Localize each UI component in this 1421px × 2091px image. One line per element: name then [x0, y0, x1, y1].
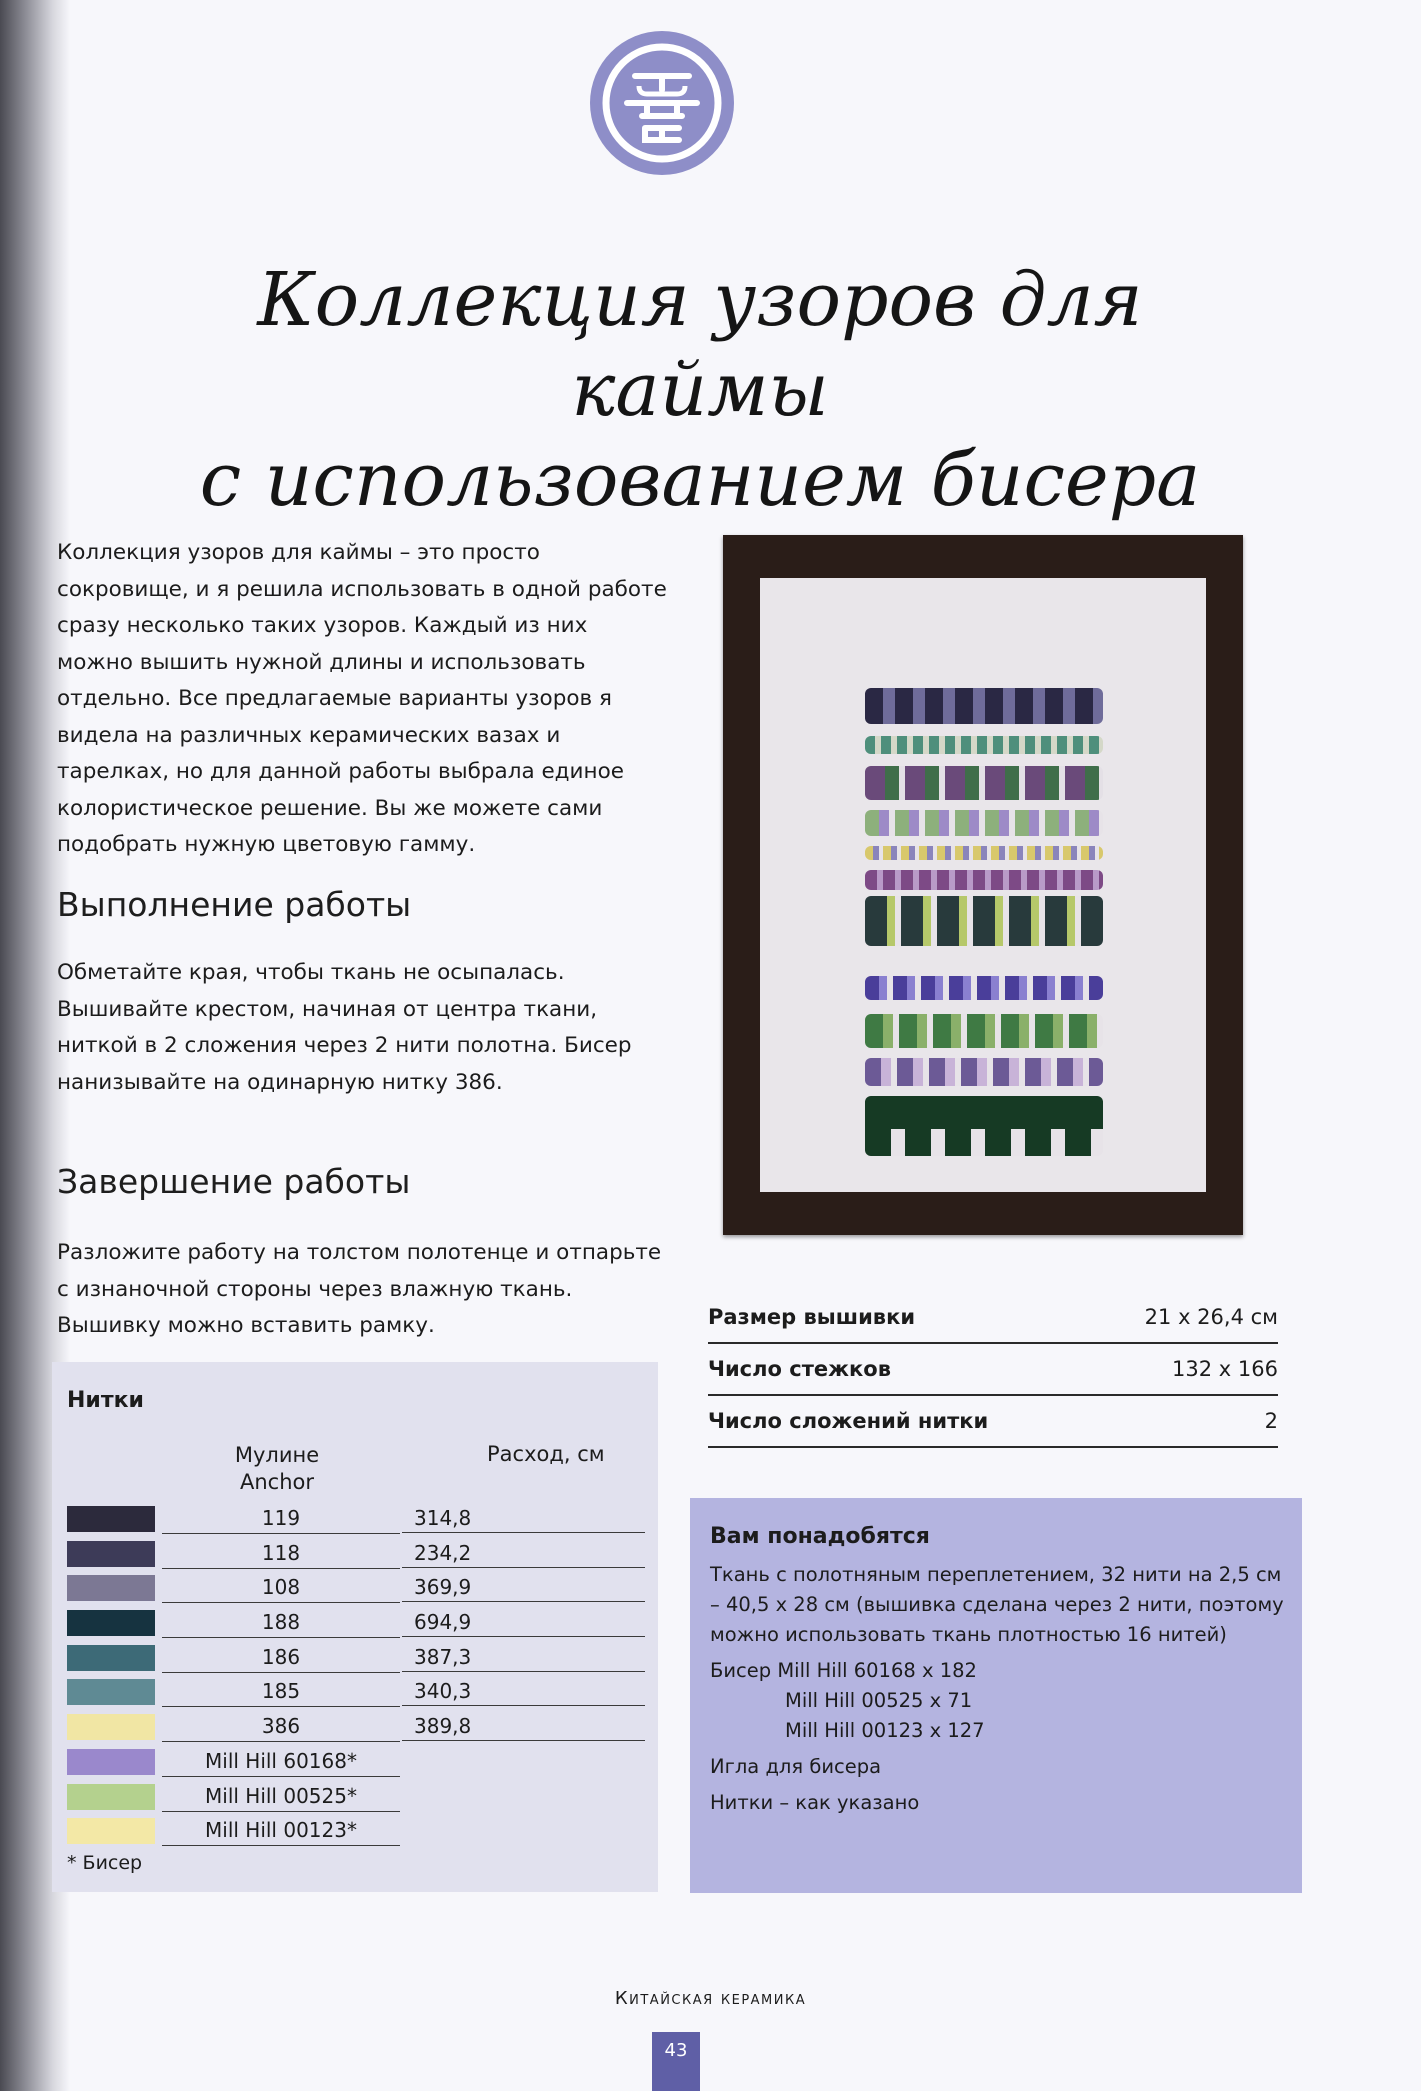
- thread-amount: 234,2: [402, 1535, 645, 1568]
- border-pattern-band: [865, 1096, 1103, 1156]
- thread-row: [67, 1535, 645, 1570]
- section-heading-finishing: Завершение работы: [57, 1162, 411, 1201]
- thread-amount: 340,3: [402, 1673, 645, 1706]
- thread-amount: [402, 1778, 645, 1811]
- border-pattern-band: [865, 976, 1103, 1000]
- thread-name: 386: [162, 1708, 400, 1742]
- color-swatch: [67, 1541, 155, 1567]
- threads-footnote: * Бисер: [67, 1852, 143, 1874]
- thread-amount: 387,3: [402, 1639, 645, 1672]
- materials-title: Вам понадобятся: [710, 1524, 930, 1549]
- spec-value: 132 х 166: [1172, 1357, 1278, 1381]
- threads-column-brand: Мулине Anchor: [234, 1443, 320, 1494]
- border-pattern-band: [865, 810, 1103, 836]
- page-number: 43: [652, 2032, 700, 2091]
- border-pattern-band: [865, 688, 1103, 724]
- thread-amount: 369,9: [402, 1569, 645, 1602]
- thread-name: Mill Hill 00123*: [162, 1812, 400, 1846]
- thread-row: [67, 1778, 645, 1813]
- threads-title: Нитки: [67, 1388, 144, 1413]
- materials-box: [690, 1498, 1302, 1893]
- thread-name: 185: [162, 1673, 400, 1707]
- thread-row: [67, 1812, 645, 1847]
- color-swatch: [67, 1714, 155, 1740]
- threads-table: [67, 1500, 645, 1847]
- color-swatch: [67, 1679, 155, 1705]
- materials-thread: Нитки – как указано: [710, 1791, 920, 1814]
- color-swatch: [67, 1784, 155, 1810]
- thread-amount: 314,8: [402, 1500, 645, 1533]
- thread-name: Mill Hill 00525*: [162, 1778, 400, 1812]
- thread-name: 186: [162, 1639, 400, 1673]
- thread-name: 108: [162, 1569, 400, 1603]
- border-pattern-band: [865, 1058, 1103, 1086]
- thread-row: [67, 1743, 645, 1778]
- thread-name: Mill Hill 60168*: [162, 1743, 400, 1777]
- framed-embroidery-photo: [723, 535, 1243, 1235]
- specs-table: [708, 1292, 1278, 1448]
- color-swatch: [67, 1645, 155, 1671]
- title-line-2: с использованием бисера: [199, 437, 1201, 523]
- thread-row: [67, 1569, 645, 1604]
- thread-name: 118: [162, 1535, 400, 1569]
- border-pattern-band: [865, 846, 1103, 860]
- color-swatch: [67, 1506, 155, 1532]
- title-line-1: Коллекция узоров для каймы: [257, 257, 1143, 433]
- thread-row: [67, 1604, 645, 1639]
- border-pattern-band: [865, 736, 1103, 754]
- spec-label: Размер вышивки: [708, 1305, 916, 1329]
- materials-beads: Бисер Mill Hill 60168 х 182: [710, 1659, 977, 1682]
- spec-row: [708, 1292, 1278, 1344]
- color-swatch: [67, 1749, 155, 1775]
- thread-row: [67, 1639, 645, 1674]
- materials-fabric: Ткань с полотняным переплетением, 32 нити на 2,5 см – 40,5 х 28 см (вышивка сделана через 2 нити, поэтому можно использовать ткань плотностью 16 нитей): [710, 1563, 1284, 1646]
- thread-amount: [402, 1812, 645, 1845]
- intro-paragraph: Коллекция узоров для каймы – это просто сокровище, и я решила использовать в одной работе сразу несколько таких узоров. Каждый из них можно вышить нужной длины и использовать отдельно. Все предлагаемые варианты узоров я видела на различных керамических вазах и тарелках, но для данной работы выбрала единое колористическое решение. Вы же можете сами подобрать нужную цветовую гамму.: [57, 540, 667, 857]
- thread-name: 188: [162, 1604, 400, 1638]
- spec-label: Число сложений нитки: [708, 1409, 989, 1433]
- border-pattern-band: [865, 896, 1103, 946]
- materials-list: [710, 1560, 1285, 1818]
- embroidery-canvas: [760, 578, 1206, 1192]
- color-swatch: [67, 1610, 155, 1636]
- materials-beads: Mill Hill 00525 х 71: [785, 1689, 973, 1712]
- threads-box: [52, 1362, 658, 1892]
- thread-amount: 694,9: [402, 1604, 645, 1637]
- thread-row: [67, 1708, 645, 1743]
- materials-needle: Игла для бисера: [710, 1755, 882, 1778]
- border-pattern-band: [865, 766, 1103, 800]
- chinese-longevity-emblem-icon: [587, 28, 737, 178]
- finishing-paragraph: Разложите работу на толстом полотенце и отпарьте с изнаночной стороны через влажную ткань. Вышивку можно вставить рамку.: [57, 1240, 662, 1338]
- spec-value: 2: [1264, 1409, 1278, 1433]
- page-title: [130, 255, 1270, 525]
- spec-label: Число стежков: [708, 1357, 891, 1381]
- thread-amount: [402, 1743, 645, 1776]
- threads-column-amount: Расход, см: [487, 1442, 605, 1466]
- spec-row: [708, 1344, 1278, 1396]
- spec-value: 21 х 26,4 см: [1144, 1305, 1278, 1329]
- border-pattern-band: [865, 1014, 1103, 1048]
- border-pattern-band: [865, 870, 1103, 890]
- running-footer: Китайская керамика: [614, 1988, 807, 2009]
- color-swatch: [67, 1575, 155, 1601]
- thread-row: [67, 1500, 645, 1535]
- thread-name: 119: [162, 1500, 400, 1534]
- execution-paragraph: Обметайте края, чтобы ткань не осыпалась. Вышивайте крестом, начиная от центра ткани, ниткой в 2 сложения через 2 нити полотна. Бисер нанизывайте на одинарную нитку 386.: [57, 960, 632, 1095]
- thread-row: [67, 1673, 645, 1708]
- color-swatch: [67, 1818, 155, 1844]
- materials-beads: Mill Hill 00123 х 127: [785, 1719, 985, 1742]
- thread-amount: 389,8: [402, 1708, 645, 1741]
- section-heading-execution: Выполнение работы: [57, 885, 412, 924]
- spec-row: [708, 1396, 1278, 1448]
